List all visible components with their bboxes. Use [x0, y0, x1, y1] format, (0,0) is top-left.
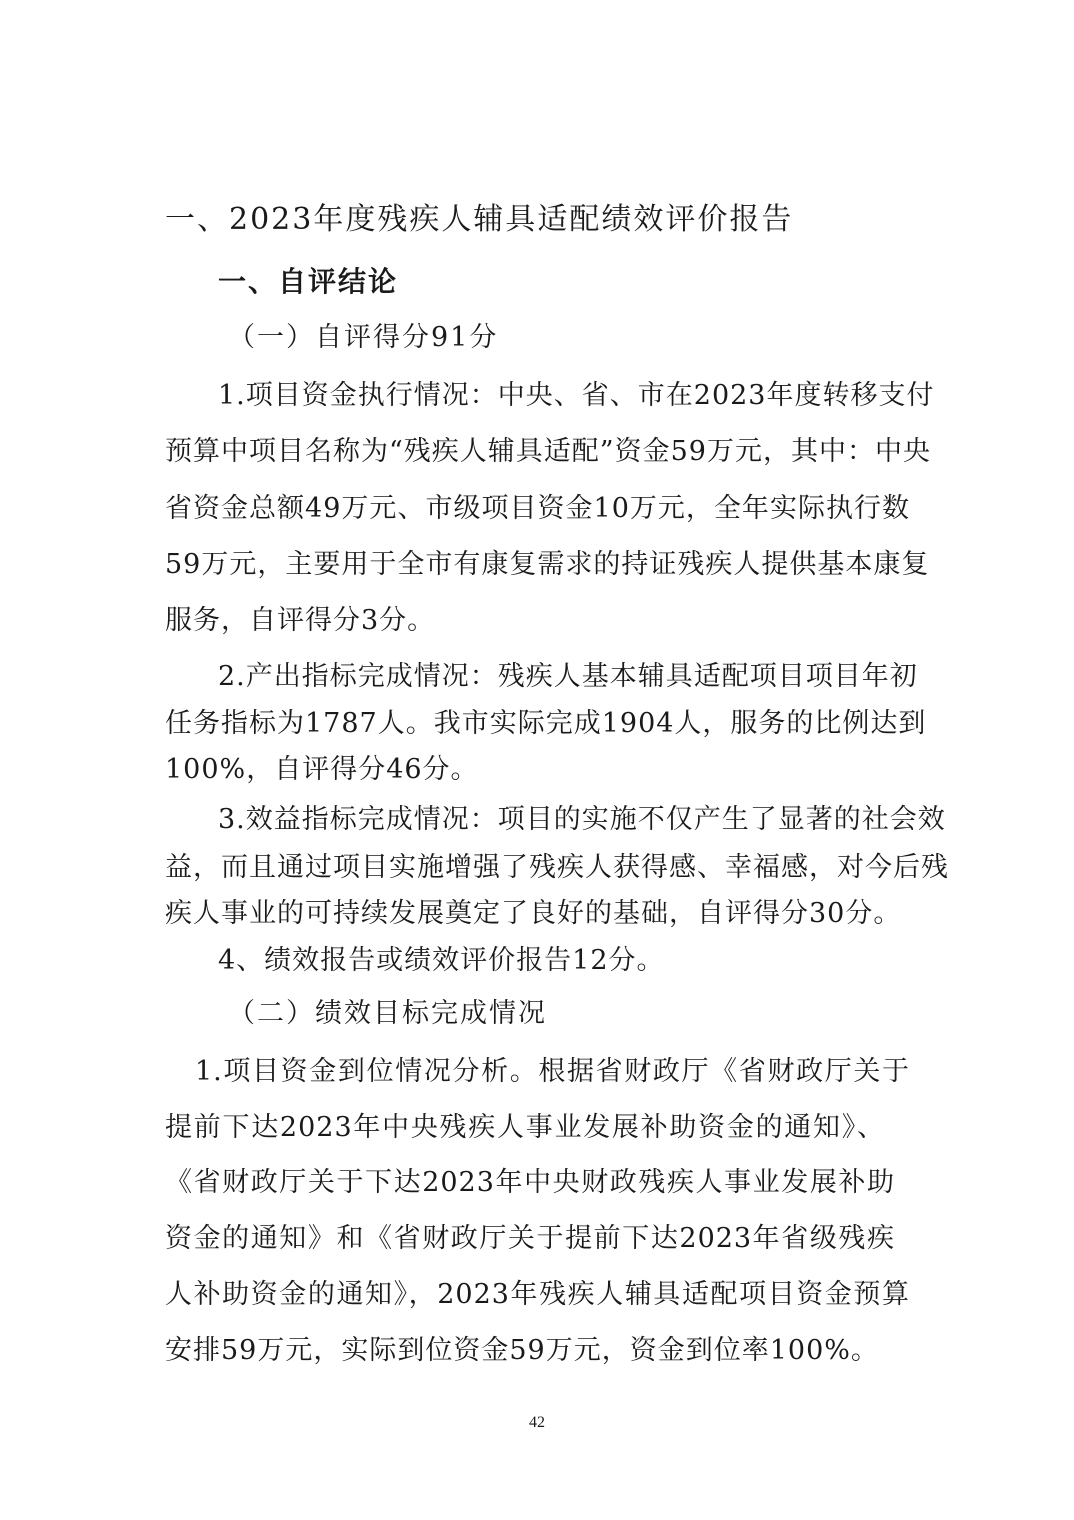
- subsection-heading-score: （一）自评得分91分: [228, 322, 499, 353]
- paragraph-line: 省资金总额49万元、市级项目资金10万元，全年实际执行数: [165, 493, 910, 524]
- paragraph-line: 4、绩效报告或绩效评价报告12分。: [218, 945, 665, 976]
- paragraph-line: 提前下达2023年中央残疾人事业发展补助资金的通知》、: [165, 1112, 885, 1143]
- paragraph-line: 人补助资金的通知》，2023年残疾人辅具适配项目资金预算: [165, 1279, 910, 1310]
- paragraph-line: 任务指标为1787人。我市实际完成1904人，服务的比例达到: [165, 708, 927, 739]
- paragraph-line: 资金的通知》和《省财政厅关于提前下达2023年省级残疾: [165, 1223, 895, 1254]
- paragraph-line: 100%，自评得分46分。: [165, 754, 479, 785]
- paragraph-line: 服务，自评得分3分。: [165, 605, 436, 636]
- paragraph-line: 59万元，主要用于全市有康复需求的持证残疾人提供基本康复: [165, 549, 930, 580]
- subsection-heading-goals: （二）绩效目标完成情况: [228, 998, 547, 1029]
- paragraph-line: 1.项目资金执行情况：中央、省、市在2023年度转移支付: [218, 380, 935, 411]
- paragraph-line: 预算中项目名称为“残疾人辅具适配”资金59万元，其中：中央: [165, 436, 931, 467]
- paragraph-line: 益，而且通过项目实施增强了残疾人获得感、幸福感，对今后残: [165, 852, 949, 883]
- paragraph-line: 安排59万元，实际到位资金59万元，资金到位率100%。: [165, 1335, 879, 1366]
- paragraph-line: 《省财政厅关于下达2023年中央财政残疾人事业发展补助: [165, 1167, 895, 1198]
- paragraph-line: 1.项目资金到位情况分析。根据省财政厅《省财政厅关于: [195, 1056, 910, 1087]
- paragraph-line: 疾人事业的可持续发展奠定了良好的基础，自评得分30分。: [165, 898, 902, 929]
- page-number: 42: [529, 1414, 545, 1431]
- section-heading-self-evaluation: 一、自评结论: [218, 265, 399, 298]
- paragraph-line: 2.产出指标完成情况：残疾人基本辅具适配项目项目年初: [218, 661, 918, 692]
- paragraph-line: 3.效益指标完成情况：项目的实施不仅产生了显著的社会效: [218, 804, 946, 835]
- document-title: 一、2023年度残疾人辅具适配绩效评价报告: [165, 202, 794, 237]
